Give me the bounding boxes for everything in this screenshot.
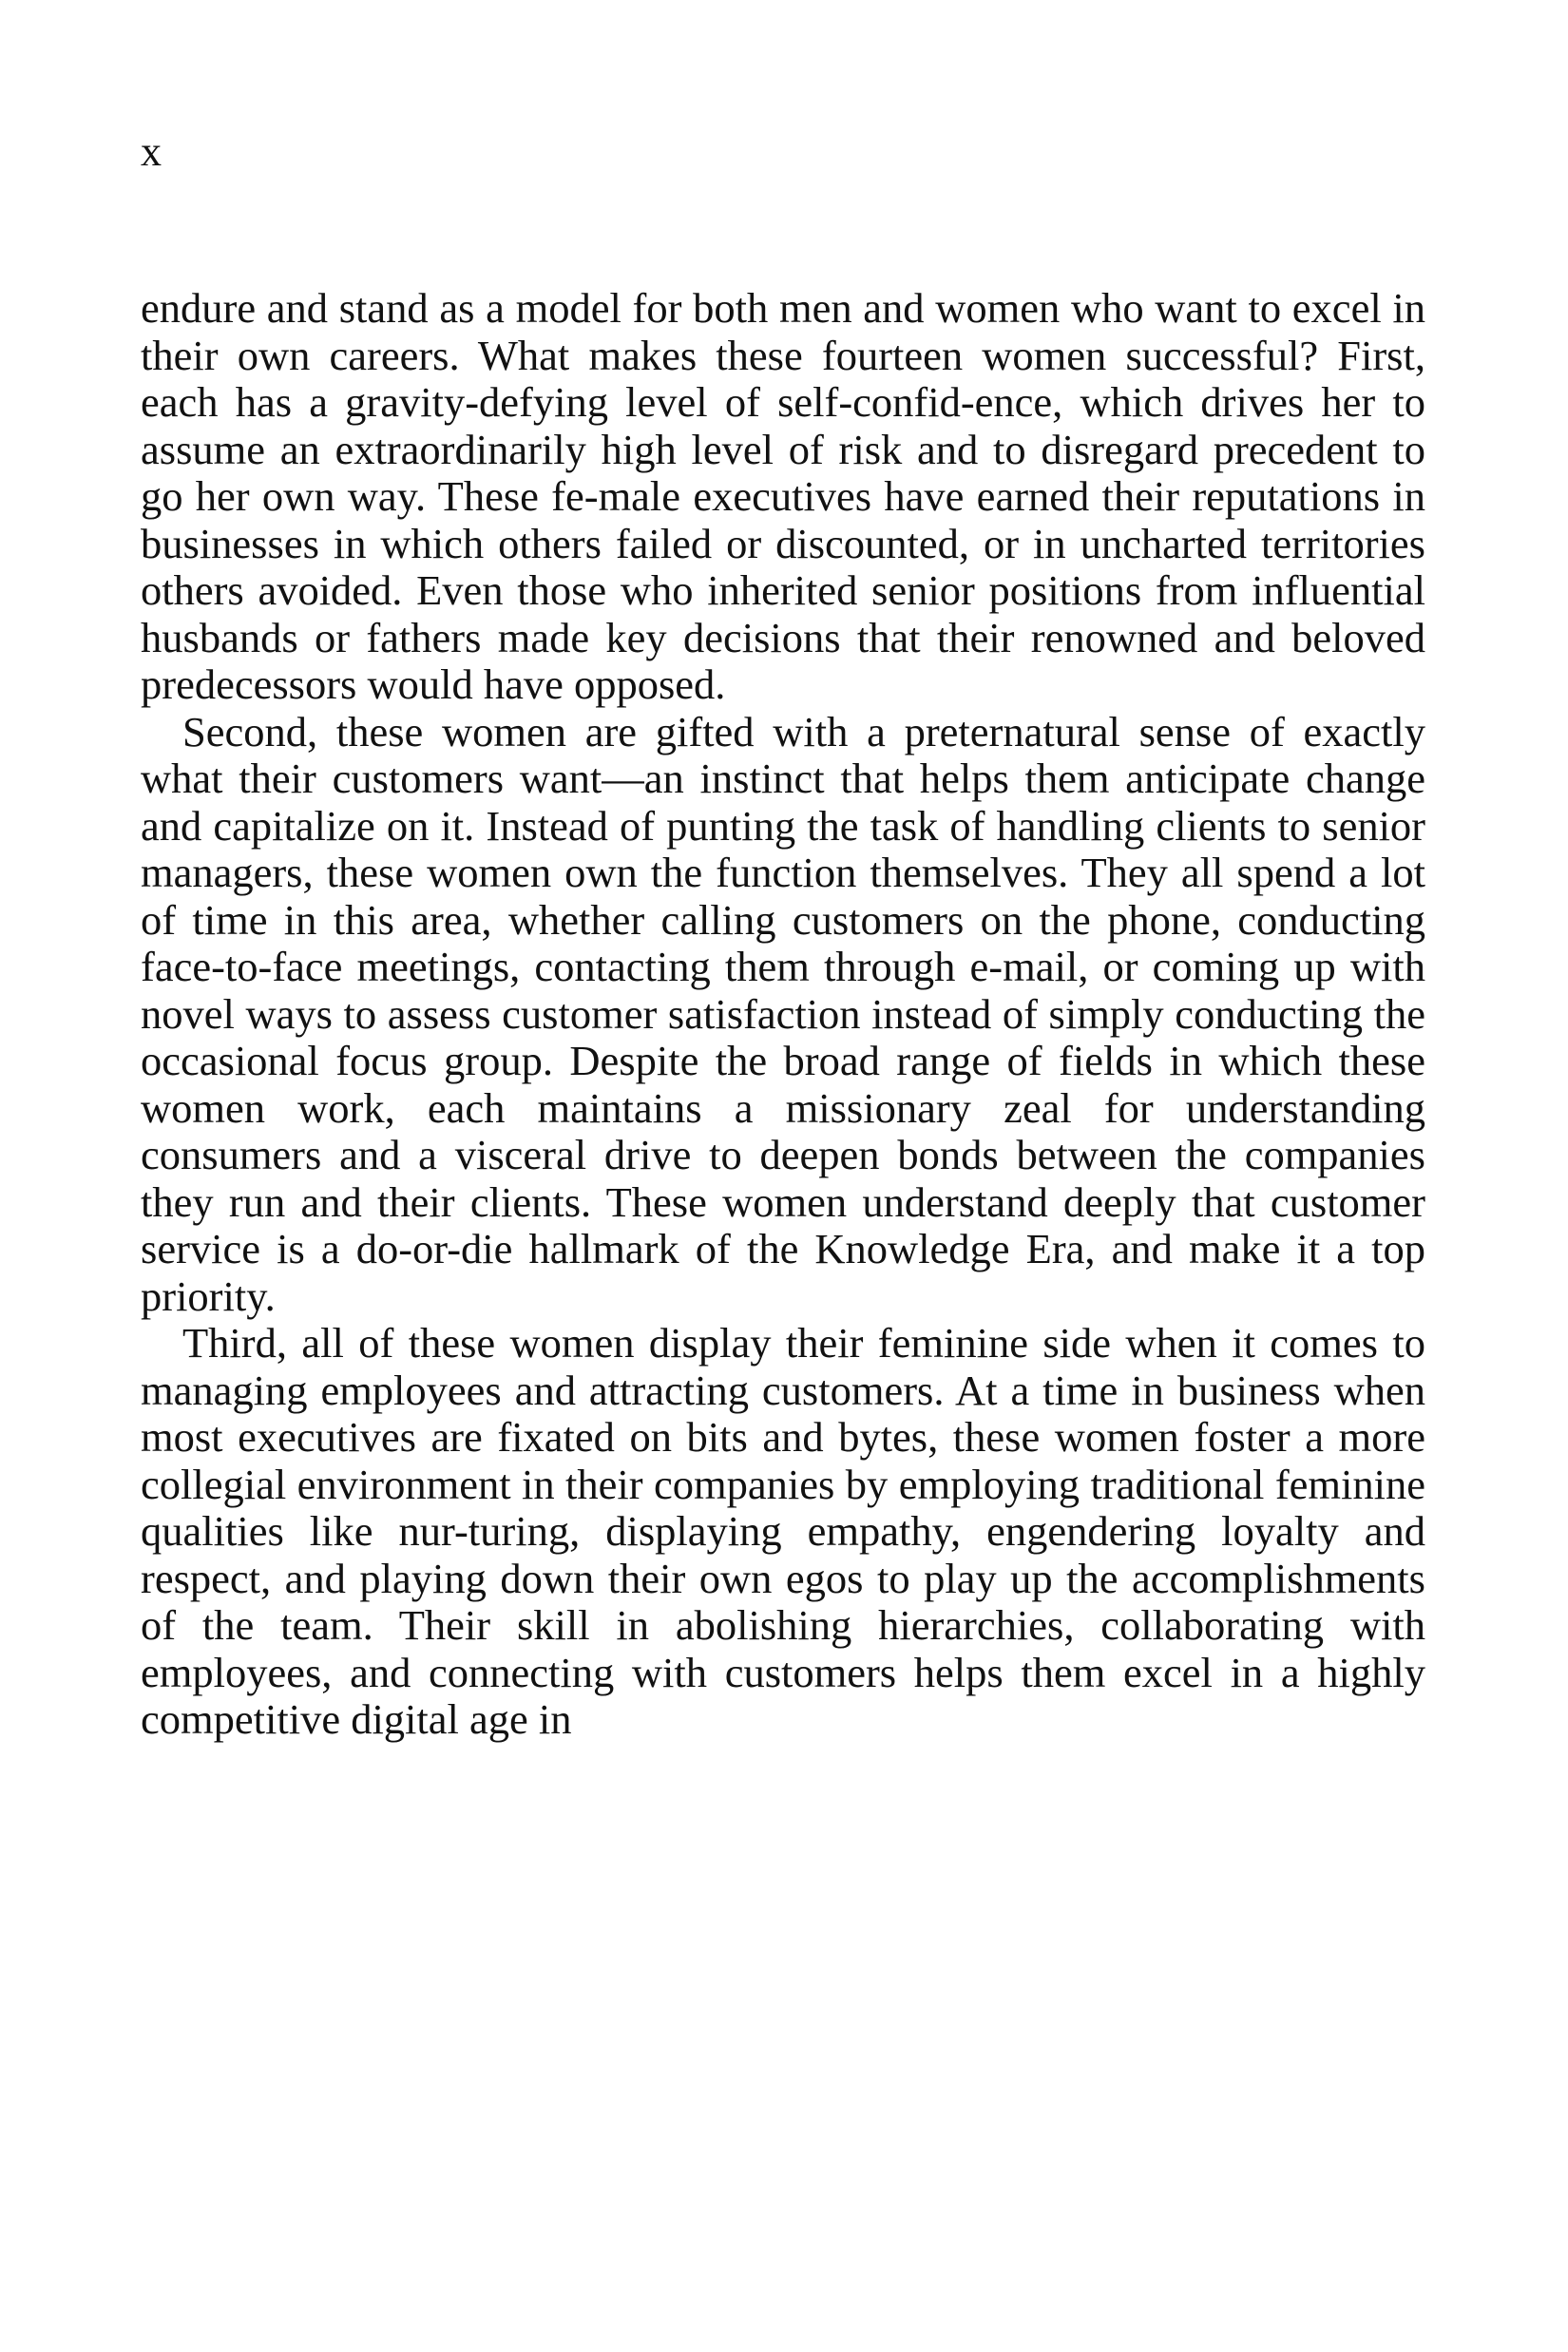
body-text bbox=[141, 285, 1425, 1744]
page-number: x bbox=[141, 128, 162, 175]
paragraph-2: Second, these women are gifted with a preternatural sense of exactly what their customers want—an instinct that helps them anticipate change and capitalize on it. Instead of punting the task of handling clients to senior managers, these women own the function themselves. They all spend a lot of time in this area, whether calling customers on the phone, conducting face-to-face meetings, contacting them through e-mail, or coming up with novel ways to assess customer satisfaction instead of simply conducting the occasional focus group. Despite the broad range of fields in which these women work, each maintains a missionary zeal for understanding consumers and a visceral drive to deepen bonds between the companies they run and their clients. These women understand deeply that customer service is a do-or-die hallmark of the Knowledge Era, and make it a top priority. bbox=[141, 707, 1425, 1320]
paragraph-3: Third, all of these women display their feminine side when it comes to managing employees and attracting customers. At a time in business when most executives are fixated on bits and bytes, these women foster a more collegial environment in their companies by employing traditional feminine qualities like nur-turing, displaying empathy, engendering loyalty and respect, and playing down their own egos to play up the accomplishments of the team. Their skill in abolishing hierarchies, collaborating with employees, and connecting with customers helps them excel in a highly competitive digital age in bbox=[141, 1319, 1425, 1743]
paragraph-1: endure and stand as a model for both men and women who want to excel in their own careers. What makes these fourteen women successful? First, each has a gravity-defying level of self-confid-ence, which drives her to assume an extraordinarily high level of risk and to disregard precedent to go her own way. These fe-male executives have earned their reputations in businesses in which others failed or discounted, or in uncharted territories others avoided. Even those who inherited senior positions from influential husbands or fathers made key decisions that their renowned and beloved predecessors would have opposed. bbox=[141, 284, 1425, 708]
